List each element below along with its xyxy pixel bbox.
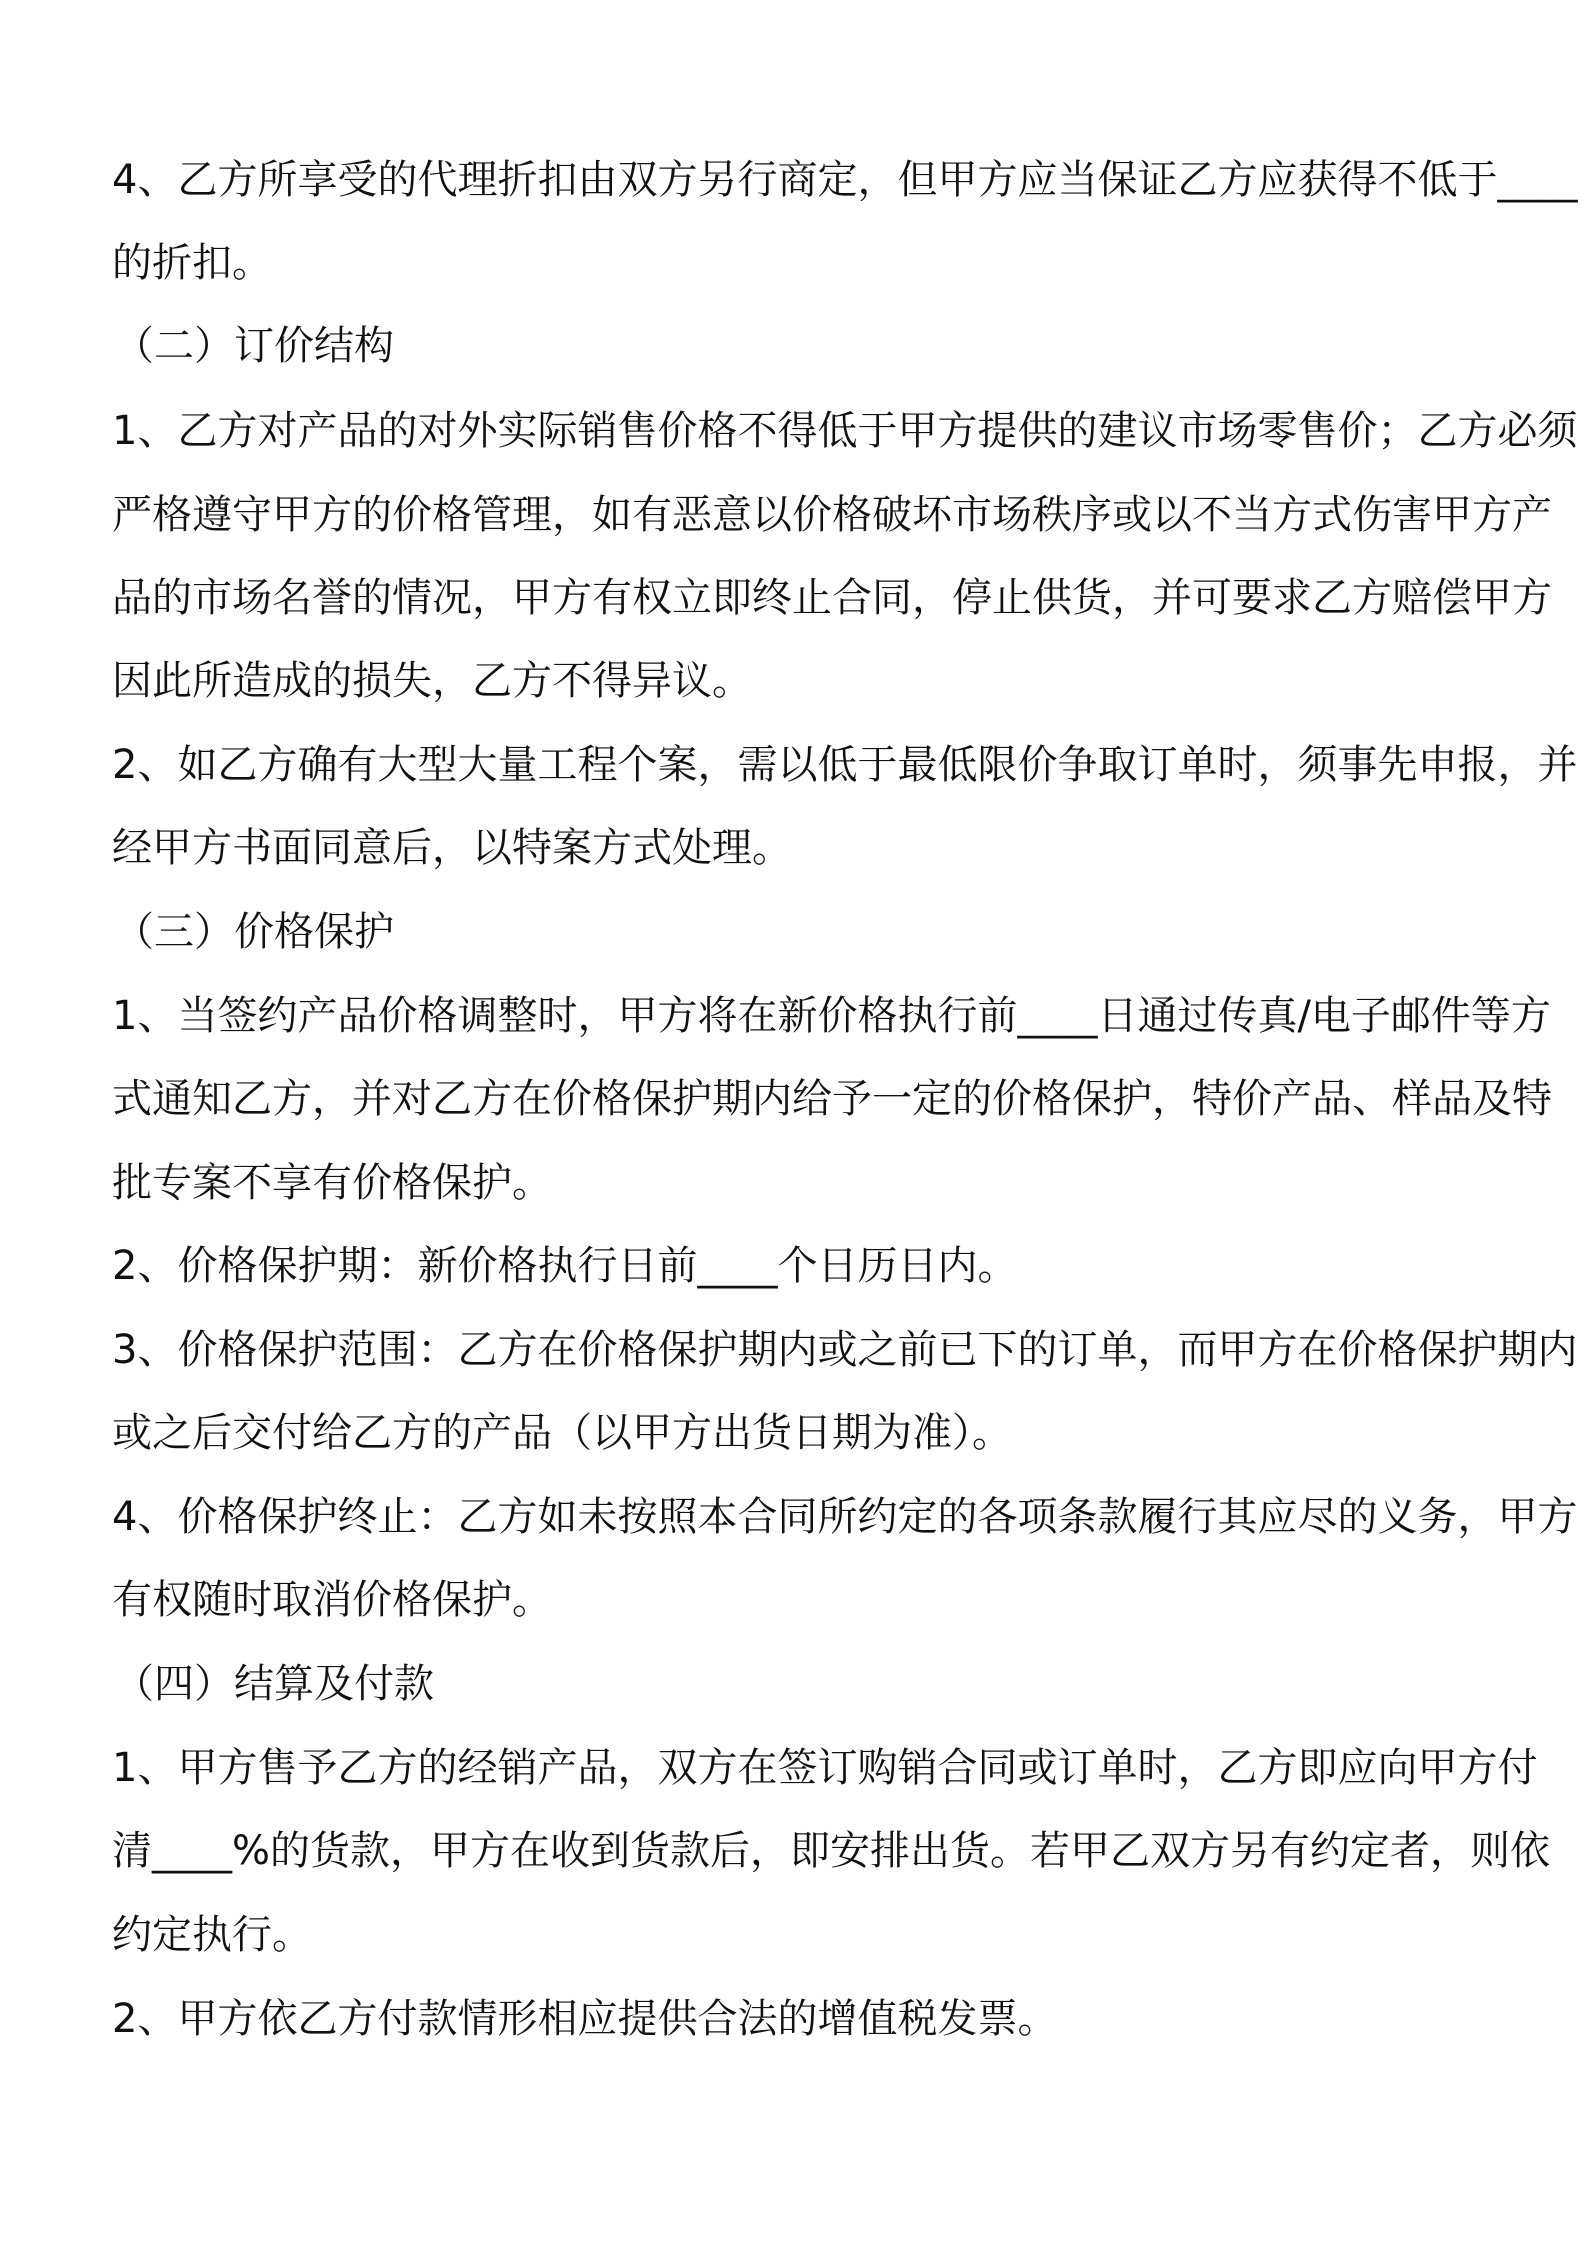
pricing-clause-1-line-3: 品的市场名誉的情况，甲方有权立即终止合同，停止供货，并可要求乙方赔偿甲方	[112, 575, 1552, 621]
protection-clause-1-line-3: 批专案不享有价格保护。	[112, 1160, 552, 1206]
protection-clause-1-line-1: 1、当签约产品价格调整时，甲方将在新价格执行前____日通过传真/电子邮件等方	[112, 993, 1551, 1039]
pricing-clause-1-line-2: 严格遵守甲方的价格管理，如有恶意以价格破坏市场秩序或以不当方式伤害甲方产	[112, 492, 1552, 538]
pricing-clause-1-line-4: 因此所造成的损失，乙方不得异议。	[112, 658, 752, 704]
protection-clause-2: 2、价格保护期：新价格执行日前____个日历日内。	[112, 1243, 1018, 1289]
clause-4-discount-line-2: 的折扣。	[112, 240, 272, 286]
pricing-clause-2-line-2: 经甲方书面同意后，以特案方式处理。	[112, 825, 792, 871]
section-heading-price-protection: （三）价格保护	[114, 909, 394, 955]
section-heading-settlement-payment: （四）结算及付款	[114, 1661, 434, 1707]
payment-clause-1-line-2: 清____%的货款，甲方在收到货款后，即安排出货。若甲乙双方另有约定者，则依	[112, 1828, 1551, 1874]
payment-clause-1-line-1: 1、甲方售予乙方的经销产品，双方在签订购销合同或订单时，乙方即应向甲方付	[112, 1745, 1538, 1791]
pricing-clause-1-line-1: 1、乙方对产品的对外实际销售价格不得低于甲方提供的建议市场零售价；乙方必须	[112, 408, 1578, 454]
clause-4-discount-line-1: 4、乙方所享受的代理折扣由双方另行商定，但甲方应当保证乙方应获得不低于____	[112, 157, 1578, 203]
section-heading-pricing-structure: （二）订价结构	[114, 323, 394, 369]
protection-clause-1-line-2: 式通知乙方，并对乙方在价格保护期内给予一定的价格保护，特价产品、样品及特	[112, 1076, 1552, 1122]
protection-clause-4-line-2: 有权随时取消价格保护。	[112, 1577, 552, 1623]
protection-clause-3-line-2: 或之后交付给乙方的产品（以甲方出货日期为准）。	[112, 1410, 1012, 1456]
protection-clause-4-line-1: 4、价格保护终止：乙方如未按照本合同所约定的各项条款履行其应尽的义务，甲方	[112, 1494, 1578, 1540]
pricing-clause-2-line-1: 2、如乙方确有大型大量工程个案，需以低于最低限价争取订单时，须事先申报，并	[112, 742, 1578, 788]
payment-clause-2: 2、甲方依乙方付款情形相应提供合法的增值税发票。	[112, 1996, 1058, 2042]
protection-clause-3-line-1: 3、价格保护范围：乙方在价格保护期内或之前已下的订单，而甲方在价格保护期内	[112, 1327, 1578, 1373]
payment-clause-1-line-3: 约定执行。	[112, 1912, 312, 1958]
